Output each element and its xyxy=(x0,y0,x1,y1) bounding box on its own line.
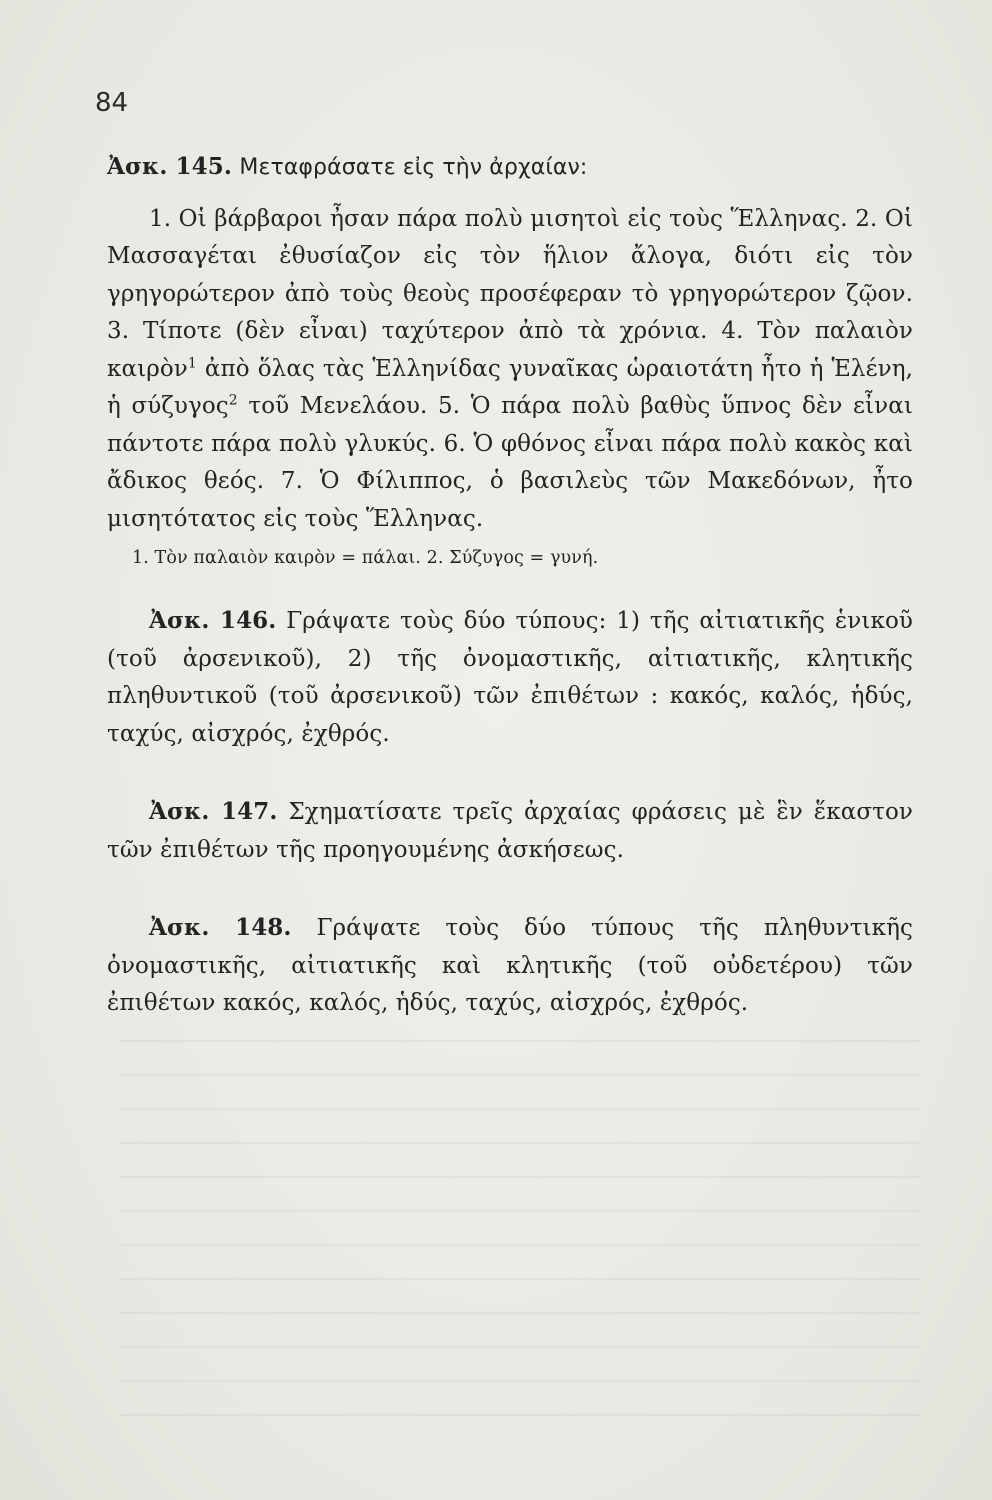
footnote-ref: 2 xyxy=(228,392,238,409)
exercise-instruction: Γράψατε τοὺς δύο τύπους τῆς πληθυντικῆς ὀνομαστικῆς, αἰτιατικῆς καὶ κλητικῆς (τοῦ οὐδετέρου) τῶν ἐπιθέτων κακός, καλός, ἡδύς, ταχύς, αἰσχρός, ἐχθρός. xyxy=(107,915,913,1016)
exercise-label: Ἀσκ. 147. xyxy=(149,798,278,825)
bleed-through-texture xyxy=(120,1040,920,1440)
exercise-instruction: Σχηματίσατε τρεῖς ἀρχαίας φράσεις μὲ ἓν ἕκαστον τῶν ἐπιθέτων τῆς προηγουμένης ἀσκήσεως. xyxy=(107,799,913,863)
exercise-146 xyxy=(107,602,913,753)
exercise-label: Ἀσκ. 146. xyxy=(149,607,277,634)
exercise-label: Ἀσκ. 148. xyxy=(149,914,292,941)
exercise-instruction: Γράψατε τοὺς δύο τύπους: 1) τῆς αἰτιατικῆς ἑνικοῦ (τοῦ ἀρσενικοῦ), 2) τῆς ὀνομαστικῆς, αἰτιατικῆς, κλητικῆς πληθυντικοῦ (τοῦ ἀρσενικοῦ) τῶν ἐπιθέτων : κακός, καλός, ἡδύς, ταχύς, αἰσχρός, ἐχθρός. xyxy=(107,608,913,747)
exercise-text xyxy=(107,793,913,869)
exercise-text xyxy=(107,602,913,753)
exercise-label: Ἀσκ. 145. xyxy=(107,153,232,180)
exercise-instruction: Μεταφράσατε εἰς τὴν ἀρχαίαν: xyxy=(239,155,588,180)
footnotes: 1. Τὸν παλαιὸν καιρὸν = πάλαι. 2. Σύζυγος = γυνή. xyxy=(132,548,599,568)
exercise-text xyxy=(107,909,913,1023)
text-segment: ἀπὸ ὅλας τὰς Ἑλληνίδας γυναῖκας ὡραιοτάτη ἦτο ἡ Ἑλένη, ἡ σύζυγος xyxy=(107,355,913,419)
exercise-147 xyxy=(107,793,913,869)
exercise-heading xyxy=(107,148,913,187)
text-segment: 1. Οἱ βάρβαροι ἦσαν πάρα πολὺ μισητοὶ εἰς τοὺς Ἕλληνας. 2. Οἱ Μασσαγέται ἐθυσίαζον εἰς τὸν ἥλιον ἄλογα, διότι εἰς τὸν γρηγορώτερον ἀπὸ τοὺς θεοὺς προσέφεραν τὸ γρηγορώτερον ζῷον. 3. Τίποτε (δὲν εἶναι) ταχύτερον ἀπὸ τὰ χρόνια. 4. Τὸν παλαιὸν καιρὸν xyxy=(107,205,913,382)
page-number: 84 xyxy=(95,88,129,118)
page-content xyxy=(107,148,913,1023)
exercise-text xyxy=(107,201,913,539)
exercise-145 xyxy=(107,148,913,572)
exercise-148 xyxy=(107,909,913,1023)
footnote-ref: 1 xyxy=(187,354,197,371)
text-segment: τοῦ Μενελάου. 5. Ὁ πάρα πολὺ βαθὺς ὕπνος δὲν εἶναι πάντοτε πάρα πολὺ γλυκύς. 6. Ὁ φθόνος εἶναι πάρα πολὺ κακὸς καὶ ἄδικος θεός. 7. Ὁ Φίλιππος, ὁ βασιλεὺς τῶν Μακεδόνων, ἦτο μισητότατος εἰς τοὺς Ἕλληνας. xyxy=(107,393,913,532)
